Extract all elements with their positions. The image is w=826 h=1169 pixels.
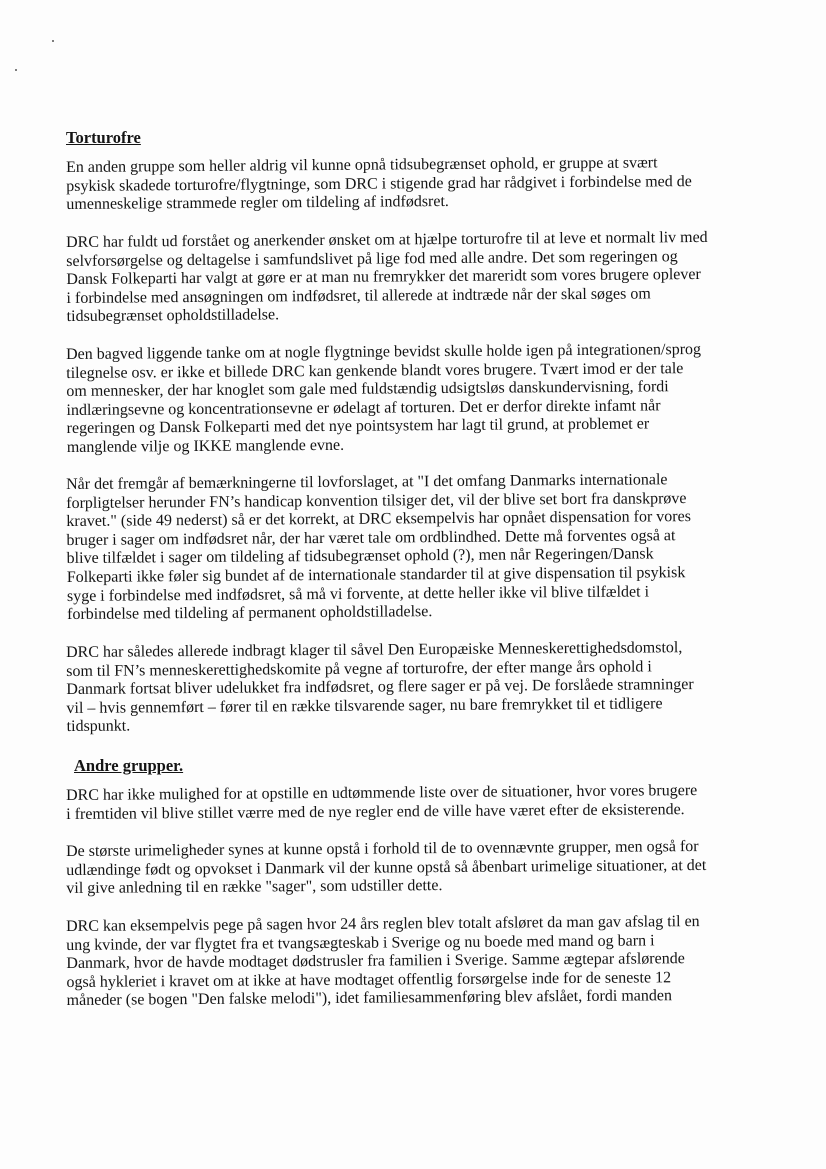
- text-line: Den bagved liggende tanke om at nogle flygtninge bevidst skulle holde igen på integrationen/sprog: [66, 340, 702, 363]
- text-line: umenneskelige strammede regler om tildeling af indfødsret.: [66, 193, 449, 214]
- text-line: En anden gruppe som heller aldrig vil kunne opnå tidsubegrænset ophold, er gruppe at svært: [66, 154, 658, 176]
- text-line: DRC har således allerede indbragt klager til såvel Den Europæiske Menneskerettighedsdomstol,: [66, 639, 683, 662]
- text-line: i fremtiden vil blive stillet værre med de nye regler end de ville have været efter de eksisterende.: [66, 800, 685, 823]
- section-torturofre: [66, 128, 756, 737]
- text-line: blive tilfældet i sager om tildeling af tidsubegrænset ophold (?), men når Regeringen/Dansk: [66, 546, 654, 568]
- section-heading: Andre grupper.: [74, 756, 184, 776]
- paragraph: [66, 228, 757, 326]
- section-andre-grupper: [66, 756, 756, 1011]
- document-page: [66, 128, 756, 1030]
- text-line: Folkeparti ikke føler sig bundet af de internationale standarder til at give dispensation til psykisk: [66, 564, 686, 587]
- text-line: Når det fremgår af bemærkningerne til lovforslaget, at "I det omfang Danmarks internationale: [66, 471, 668, 494]
- text-line: forbindelse med tildeling af permanent opholdstilladelse.: [67, 603, 433, 624]
- text-line: DRC har ikke mulighed for at opstille en udtømmende liste over de situationer, hvor vores brugere: [66, 782, 698, 805]
- text-line: forpligtelser herunder FN’s handicap konvention tilsiger det, vil der blive set bort fra danskprøve: [66, 490, 687, 512]
- text-line: vil – hvis gennemført – fører til en række tilsvarende sager, nu bare fremrykket til et tidligere: [66, 695, 663, 717]
- text-line: ung kvinde, der var flygtet fra et tvangsægteskab i Sverige og nu boede med mand og barn i: [66, 931, 655, 954]
- text-line: også hykleriet i kravet om at ikke at have modtaget offentlig forsørgelse inde for de seneste 12: [66, 969, 672, 991]
- text-line: Dansk Folkeparti har valgt at gøre er at man nu fremrykker det mareridt som vores brugere oplever: [66, 265, 701, 288]
- scan-speck: [52, 40, 54, 42]
- text-line: vil give anledning til en række "sager", som udstiller dette.: [66, 877, 443, 898]
- text-line: tidsubegrænset opholdstilladelse.: [66, 306, 280, 326]
- paragraph: [66, 340, 757, 457]
- text-line: måneder (se bogen "Den falske melodi"), idet familiesammenføring blev afslået, fordi manden: [66, 987, 672, 1010]
- text-line: DRC kan eksempelvis pege på sagen hvor 24 års reglen blev totalt afsløret da man gav afslag til en: [66, 913, 700, 935]
- section-heading: Torturofre: [66, 128, 141, 147]
- paragraph: [66, 471, 757, 625]
- text-line: manglende vilje og IKKE manglende evne.: [66, 436, 345, 456]
- text-line: om mennesker, der har knoglet som gale med fuldstændig udsigtsløs danskundervisning, fordi: [66, 378, 669, 400]
- text-line: regeringen og Dansk Folkeparti med det nye pointsystem har lagt til grund, at problemet er: [66, 415, 650, 438]
- text-line: De største urimeligheder synes at kunne opstå i forhold til de to ovennævnte grupper, men også for: [66, 838, 699, 861]
- text-line: indlæringsevne og koncentrationsevne er ødelagt af torturen. Det er derfor direkte infamt når: [66, 396, 661, 419]
- text-line: som til FN’s menneskerettighedskomite på vegne af torturofre, der efter mange års ophold i: [66, 658, 652, 680]
- paragraph: [66, 838, 756, 899]
- text-line: kravet." (side 49 nederst) så er det korrekt, at DRC eksempelvis har opnået dispensation for vores: [66, 508, 691, 531]
- scan-speck: [15, 69, 17, 71]
- text-line: Danmark fortsat bliver udelukket fra indfødsret, og flere sager er på vej. De forslåede stramninger: [66, 676, 694, 699]
- text-line: tilegnelse osv. er ikke et billede DRC kan genkende blandt vores brugere. Tvært imod er der tale: [66, 359, 684, 382]
- paragraph: [66, 782, 756, 825]
- text-line: selvforsørgelse og deltagelse i samfundslivet på lige fod med alle andre. Det som regeringen og: [66, 247, 678, 270]
- text-line: i forbindelse med ansøgningen om indfødsret, til allerede at indtræde når der skal søges om: [66, 284, 651, 307]
- paragraph: [66, 639, 757, 737]
- text-line: psykisk skadede torturofre/flygtninge, som DRC i stigende grad har rådgivet i forbindelse med de: [66, 172, 692, 195]
- text-line: bruger i sager om indfødsret når, der har været tale om ordblindhed. Dette må forventes også at: [66, 527, 676, 550]
- text-line: syge i forbindelse med indfødsret, så må vi forvente, at dette heller ikke vil blive tilfældet i: [66, 583, 650, 605]
- text-line: udlændinge født og opvokset i Danmark vil der kunne opstå så åbenbart urimelige situationer, at det: [66, 856, 707, 879]
- text-line: Danmark, hvor de havde modtaget dødstrusler fra familien i Sverige. Samme ægtepar afslørende: [66, 950, 685, 973]
- paragraph: [66, 154, 756, 215]
- paragraph: [66, 913, 757, 1011]
- text-line: tidspunkt.: [66, 717, 131, 736]
- text-line: DRC har fuldt ud forstået og anerkender ønsket om at hjælpe torturofre til at leve et normalt liv med: [66, 228, 708, 251]
